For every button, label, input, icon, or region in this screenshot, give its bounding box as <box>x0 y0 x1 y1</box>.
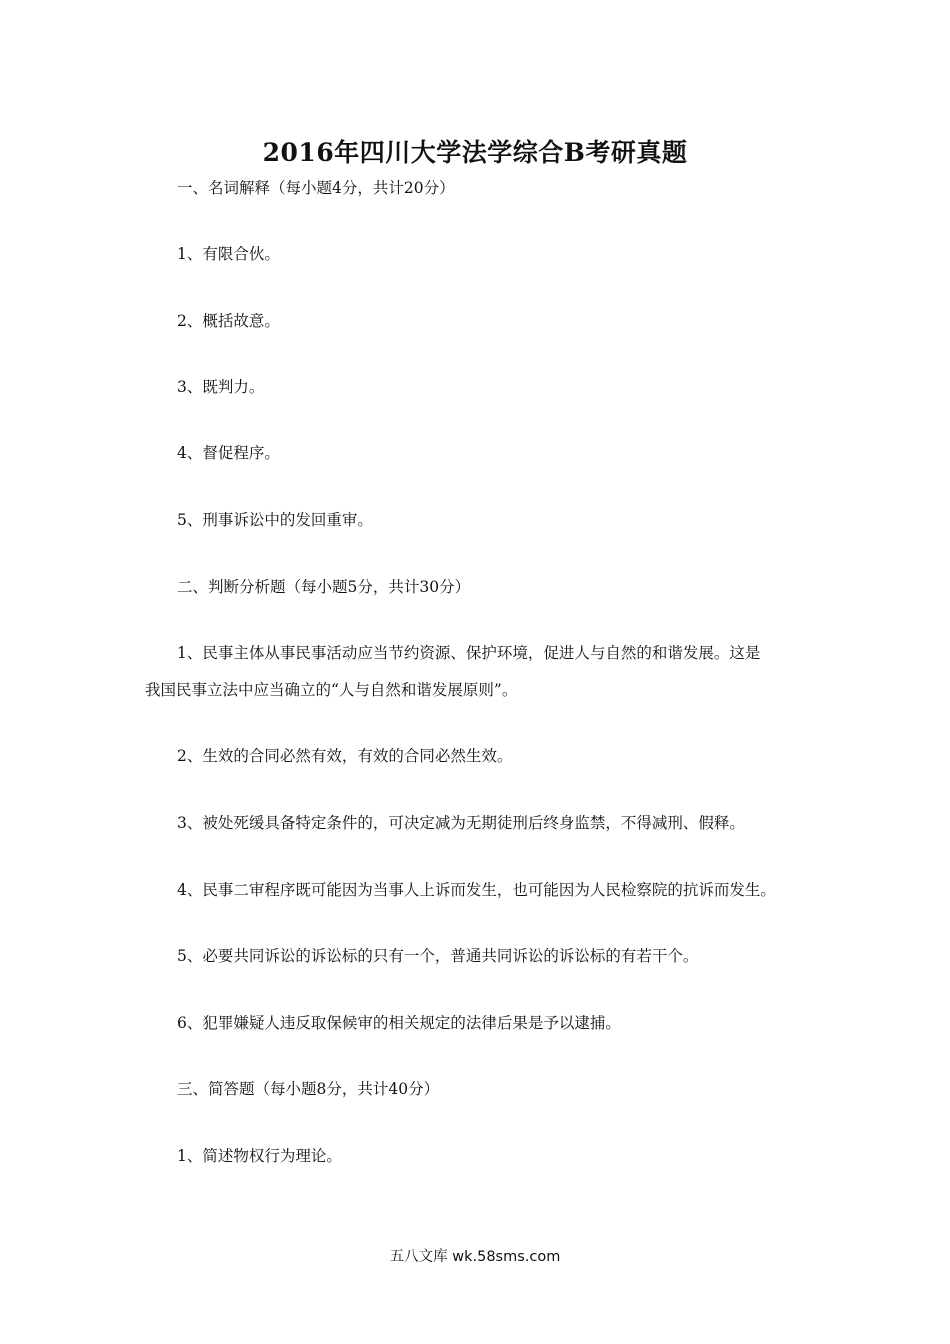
question-line: 1、简述物权行为理论。 <box>177 1147 342 1165</box>
section-heading-1: 一、名词解释（每小题4分，共计20分） <box>177 179 455 197</box>
question-line: 1、民事主体从事民事活动应当节约资源、保护环境，促进人与自然的和谐发展。这是 <box>177 644 761 662</box>
question-line: 2、概括故意。 <box>177 312 280 330</box>
question-line: 3、既判力。 <box>177 378 265 396</box>
footer-watermark: 五八文库 wk.58sms.com <box>389 1249 561 1265</box>
question-line: 5、刑事诉讼中的发回重审。 <box>177 511 373 529</box>
section-heading-3: 三、简答题（每小题8分，共计40分） <box>177 1080 440 1098</box>
question-line-continued: 我国民事立法中应当确立的“人与自然和谐发展原则”。 <box>145 681 518 699</box>
question-line: 5、必要共同诉讼的诉讼标的只有一个，普通共同诉讼的诉讼标的有若干个。 <box>177 947 699 965</box>
question-line: 1、有限合伙。 <box>177 245 280 263</box>
question-line: 6、犯罪嫌疑人违反取保候审的相关规定的法律后果是予以逮捕。 <box>177 1014 621 1032</box>
question-line: 2、生效的合同必然有效，有效的合同必然生效。 <box>177 747 513 765</box>
document-title: 2016年四川大学法学综合B考研真题 <box>262 138 688 167</box>
question-line: 4、民事二审程序既可能因为当事人上诉而发生，也可能因为人民检察院的抗诉而发生。 <box>177 881 776 899</box>
question-line: 4、督促程序。 <box>177 444 280 462</box>
question-line: 3、被处死缓具备特定条件的，可决定减为无期徒刑后终身监禁，不得减刑、假释。 <box>177 814 745 832</box>
section-heading-2: 二、判断分析题（每小题5分，共计30分） <box>177 578 471 596</box>
